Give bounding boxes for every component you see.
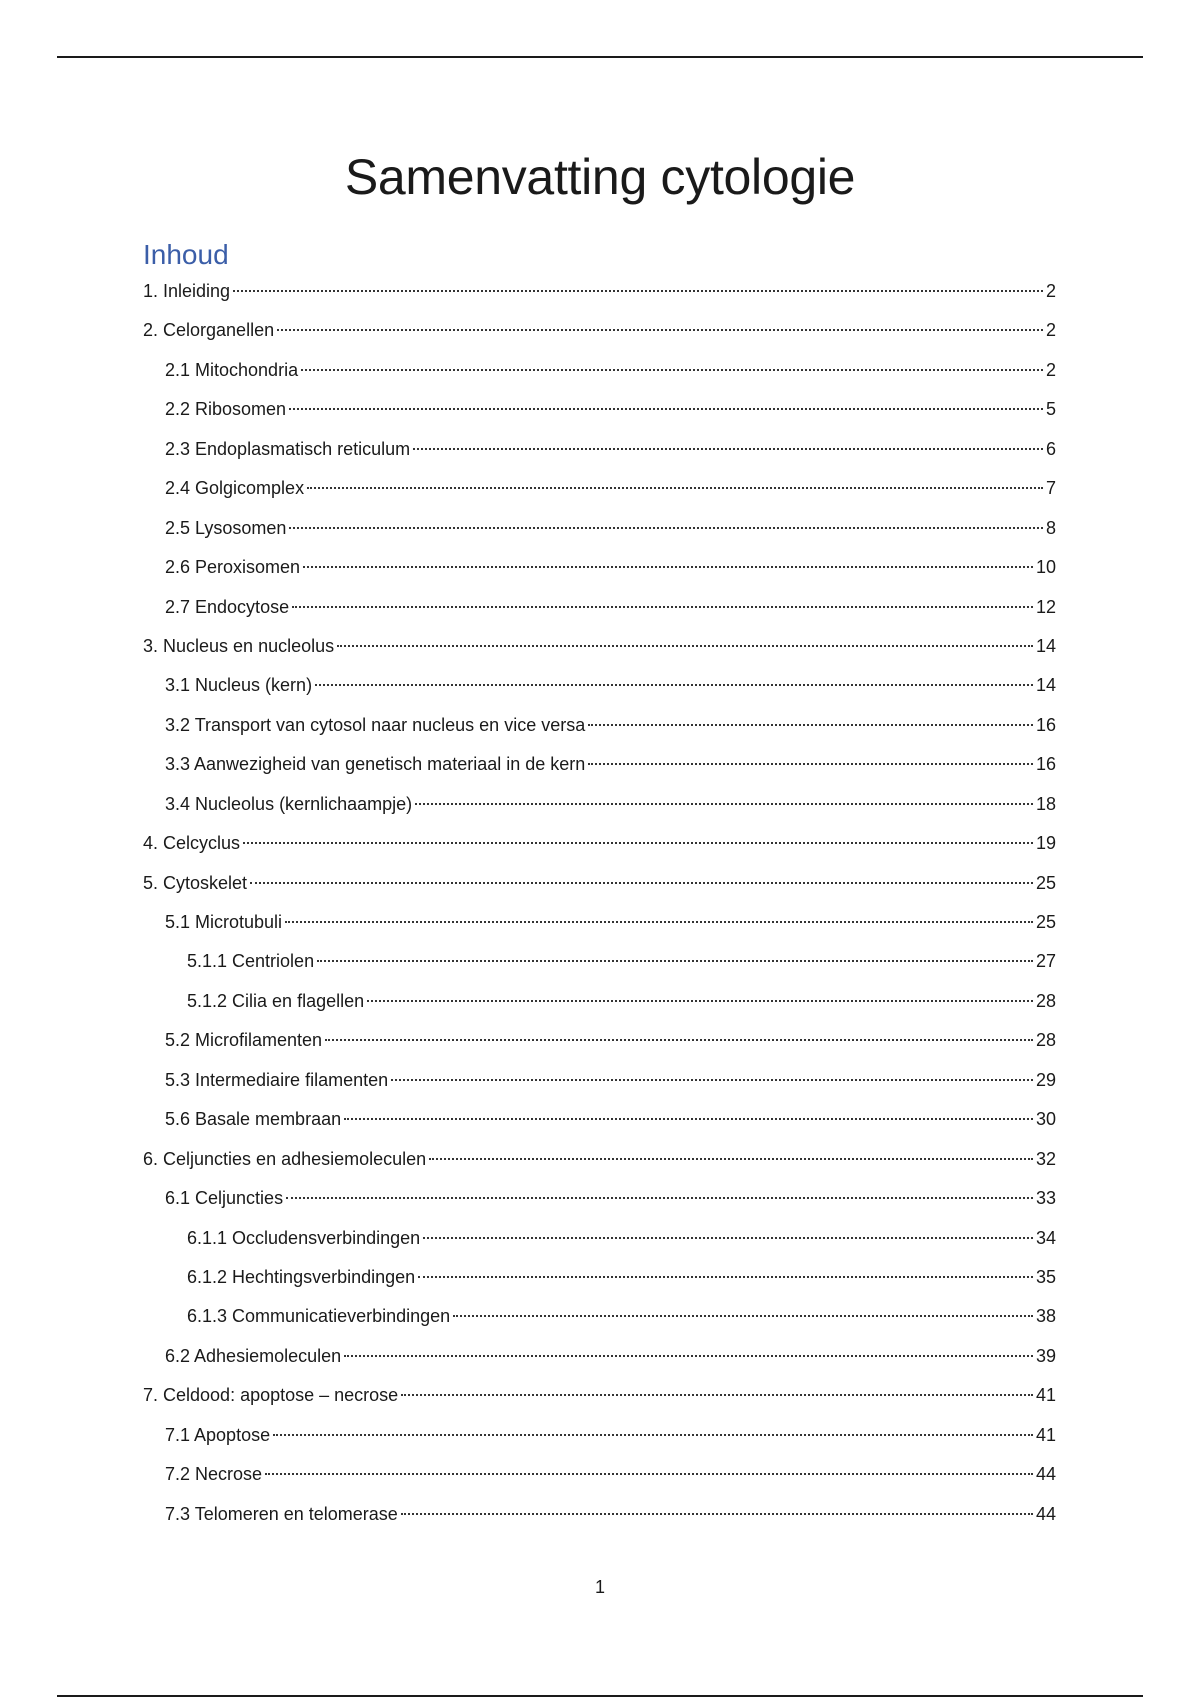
- toc-entry-label: 7. Celdood: apoptose – necrose: [143, 1385, 399, 1406]
- toc-entry-page: 2: [1045, 281, 1056, 301]
- toc-entry[interactable]: [143, 272, 1056, 311]
- toc-entry[interactable]: [143, 430, 1056, 469]
- toc-entry-page: 2: [1045, 359, 1056, 380]
- toc-entry[interactable]: [143, 864, 1056, 903]
- toc-entry-label: 6.2 Adhesiemoleculen: [165, 1345, 342, 1366]
- toc-dot-leader: [250, 882, 1033, 884]
- toc-entry[interactable]: [143, 548, 1056, 587]
- toc-entry-label: 2. Celorganellen: [143, 320, 275, 341]
- toc-dot-leader: [286, 1197, 1033, 1199]
- toc-entry-label: 2.3 Endoplasmatisch reticulum: [165, 438, 411, 459]
- toc-dot-leader: [285, 921, 1033, 923]
- toc-entry-page: 5: [1045, 399, 1056, 420]
- header-rule: [57, 56, 1143, 58]
- toc-entry-page: 25: [1035, 912, 1056, 932]
- toc-dot-leader: [292, 606, 1033, 608]
- toc-entry-label: 5.6 Basale membraan: [165, 1109, 342, 1130]
- toc-entry-page: 10: [1035, 557, 1056, 578]
- toc-entry[interactable]: [143, 1061, 1056, 1100]
- toc-entry-page: 25: [1035, 872, 1056, 893]
- toc-entry[interactable]: [143, 1337, 1056, 1376]
- toc-entry-label: 7.3 Telomeren en telomerase: [165, 1503, 398, 1524]
- toc-entry[interactable]: [143, 390, 1056, 429]
- toc-entry-label: 7.2 Necrose: [165, 1464, 263, 1485]
- toc-entry[interactable]: [143, 351, 1056, 390]
- toc-entry-label: 5.1 Microtubuli: [165, 912, 283, 932]
- toc-entry[interactable]: [143, 1179, 1056, 1218]
- toc-entry-page: 14: [1035, 675, 1056, 696]
- toc-entry-page: 6: [1045, 438, 1056, 459]
- toc-entry-page: 18: [1035, 793, 1056, 814]
- toc-entry-page: 14: [1035, 635, 1056, 656]
- toc-entry[interactable]: [143, 311, 1056, 350]
- page-number: 1: [594, 1577, 605, 1597]
- toc-entry-page: 16: [1035, 714, 1056, 735]
- toc-entry[interactable]: [143, 785, 1056, 824]
- toc-dot-leader: [277, 329, 1043, 331]
- toc-entry[interactable]: [143, 666, 1056, 705]
- toc-entry[interactable]: [143, 1297, 1056, 1336]
- toc-entry-page: 35: [1035, 1266, 1056, 1287]
- toc-entry-label: 2.2 Ribosomen: [165, 399, 287, 420]
- toc-entry-page: 44: [1035, 1464, 1056, 1485]
- toc-entry-label: 3.1 Nucleus (kern): [165, 675, 313, 696]
- toc-entry-label: 5.2 Microfilamenten: [165, 1030, 323, 1051]
- toc-entry-label: 3. Nucleus en nucleolus: [143, 635, 335, 656]
- toc-entry[interactable]: [143, 824, 1056, 863]
- toc-dot-leader: [289, 527, 1043, 529]
- toc-dot-leader: [453, 1315, 1033, 1317]
- toc-dot-leader: [401, 1394, 1033, 1396]
- toc-entry-label: 5.1.1 Centriolen: [187, 951, 315, 972]
- toc-entry[interactable]: [143, 903, 1056, 942]
- toc-entry-page: 33: [1035, 1188, 1056, 1209]
- toc-dot-leader: [233, 290, 1043, 292]
- toc-entry[interactable]: [143, 1416, 1056, 1455]
- toc-dot-leader: [415, 803, 1033, 805]
- toc-entry-label: 6.1.2 Hechtingsverbindingen: [187, 1266, 416, 1287]
- toc-entry[interactable]: [143, 469, 1056, 508]
- toc-entry-page: 30: [1035, 1109, 1056, 1130]
- table-of-contents: [143, 272, 1056, 1534]
- toc-entry-label: 2.5 Lysosomen: [165, 517, 287, 538]
- toc-entry-page: 41: [1035, 1424, 1056, 1445]
- toc-dot-leader: [317, 960, 1033, 962]
- toc-entry[interactable]: [143, 1100, 1056, 1139]
- toc-entry-page: 44: [1035, 1503, 1056, 1524]
- toc-entry-page: 29: [1035, 1069, 1056, 1090]
- toc-dot-leader: [301, 369, 1043, 371]
- toc-dot-leader: [429, 1158, 1033, 1160]
- toc-entry[interactable]: [143, 1455, 1056, 1494]
- toc-entry-page: 12: [1035, 596, 1056, 617]
- toc-dot-leader: [401, 1513, 1033, 1515]
- toc-dot-leader: [413, 448, 1043, 450]
- toc-entry-page: 41: [1035, 1385, 1056, 1406]
- toc-entry-label: 2.6 Peroxisomen: [165, 557, 301, 578]
- toc-entry-label: 2.4 Golgicomplex: [165, 478, 305, 499]
- toc-entry-page: 7: [1045, 478, 1056, 499]
- toc-dot-leader: [273, 1434, 1033, 1436]
- toc-dot-leader: [243, 842, 1033, 844]
- toc-entry[interactable]: [143, 706, 1056, 745]
- toc-entry-label: 2.1 Mitochondria: [165, 359, 299, 380]
- toc-heading: Inhoud: [143, 239, 229, 270]
- toc-entry-page: 34: [1035, 1227, 1056, 1248]
- toc-entry[interactable]: [143, 509, 1056, 548]
- toc-entry-label: 3.2 Transport van cytosol naar nucleus en vice versa: [165, 714, 586, 735]
- toc-entry[interactable]: [143, 1219, 1056, 1258]
- toc-dot-leader: [344, 1355, 1033, 1357]
- toc-dot-leader: [289, 408, 1043, 410]
- toc-entry-label: 2.7 Endocytose: [165, 596, 290, 617]
- toc-dot-leader: [315, 684, 1033, 686]
- toc-entry-label: 6.1.1 Occludensverbindingen: [187, 1227, 421, 1248]
- toc-entry-label: 7.1 Apoptose: [165, 1424, 271, 1445]
- toc-dot-leader: [418, 1276, 1033, 1278]
- toc-entry[interactable]: [143, 1495, 1056, 1534]
- toc-dot-leader: [588, 724, 1033, 726]
- toc-dot-leader: [367, 1000, 1033, 1002]
- toc-entry-page: 16: [1035, 754, 1056, 775]
- toc-entry-page: 32: [1035, 1148, 1056, 1169]
- toc-entry[interactable]: [143, 745, 1056, 784]
- footer-rule: [57, 1695, 1143, 1697]
- toc-dot-leader: [391, 1079, 1033, 1081]
- toc-entry-label: 3.3 Aanwezigheid van genetisch materiaal in de kern: [165, 754, 586, 775]
- toc-entry-label: 5. Cytoskelet: [143, 872, 248, 893]
- toc-dot-leader: [344, 1118, 1033, 1120]
- toc-entry[interactable]: [143, 1258, 1056, 1297]
- toc-entry-label: 6.1 Celjuncties: [165, 1188, 284, 1209]
- toc-dot-leader: [325, 1039, 1033, 1041]
- toc-entry-page: 39: [1035, 1345, 1056, 1366]
- toc-entry[interactable]: [143, 982, 1056, 1021]
- toc-entry-page: 38: [1035, 1306, 1056, 1327]
- toc-entry-page: 28: [1035, 1030, 1056, 1051]
- toc-entry[interactable]: [143, 1021, 1056, 1060]
- toc-entry-label: 4. Celcyclus: [143, 833, 241, 854]
- toc-dot-leader: [588, 763, 1033, 765]
- toc-entry-page: 27: [1035, 951, 1056, 972]
- toc-entry-page: 19: [1035, 833, 1056, 854]
- toc-entry-label: 5.1.2 Cilia en flagellen: [187, 990, 365, 1011]
- toc-dot-leader: [265, 1473, 1033, 1475]
- toc-entry-label: 6. Celjuncties en adhesiemoleculen: [143, 1148, 427, 1169]
- toc-entry[interactable]: [143, 942, 1056, 981]
- toc-entry-page: 8: [1045, 517, 1056, 538]
- toc-entry[interactable]: [143, 1140, 1056, 1179]
- toc-entry[interactable]: [143, 588, 1056, 627]
- toc-entry-page: 2: [1045, 320, 1056, 341]
- toc-entry[interactable]: [143, 627, 1056, 666]
- toc-entry-page: 28: [1035, 990, 1056, 1011]
- toc-dot-leader: [337, 645, 1033, 647]
- toc-entry-label: 6.1.3 Communicatieverbindingen: [187, 1306, 451, 1327]
- toc-entry-label: 5.3 Intermediaire filamenten: [165, 1069, 389, 1090]
- toc-entry-label: 1. Inleiding: [143, 281, 231, 301]
- toc-dot-leader: [423, 1237, 1033, 1239]
- document-title: Samenvatting cytologie: [344, 149, 856, 205]
- toc-entry-label: 3.4 Nucleolus (kernlichaampje): [165, 793, 413, 814]
- toc-entry[interactable]: [143, 1376, 1056, 1415]
- toc-dot-leader: [307, 487, 1043, 489]
- toc-dot-leader: [303, 566, 1033, 568]
